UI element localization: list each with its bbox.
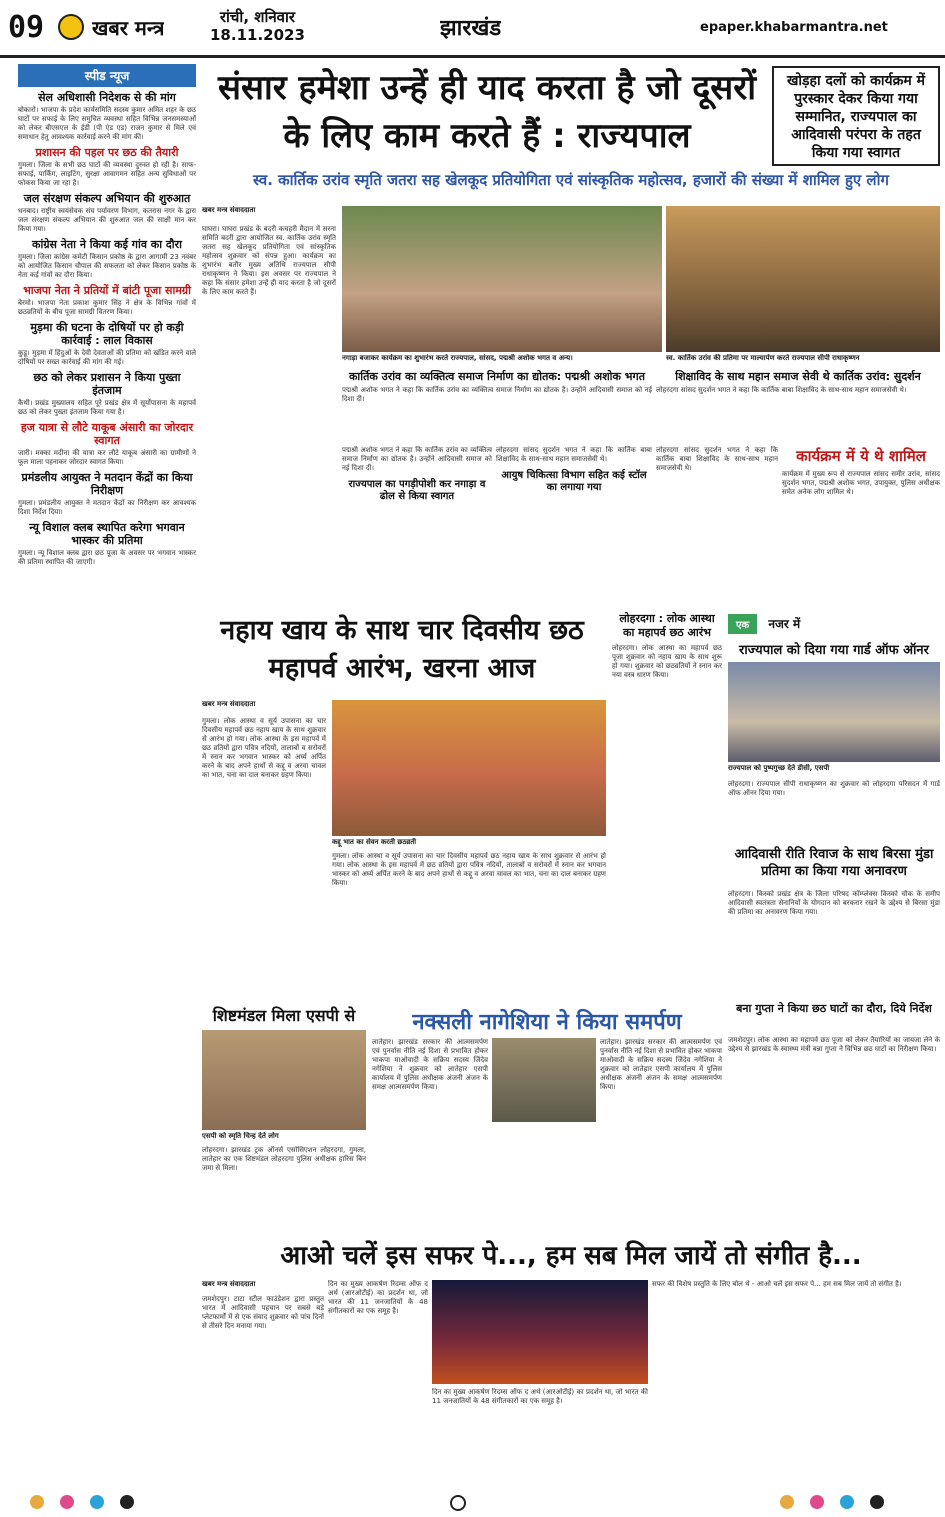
sub-story-1-body: पद्मश्री अशोक भगत ने कहा कि कार्तिक उरांव का व्यक्तित्व समाज निर्माण का द्योतक है। उन्होंने आदिवासी समाज को नई दिशा दी। (342, 386, 652, 403)
banna-gupta-body: जमशेदपुर। लोक आस्था का महापर्व छठ पूजा को लेकर तैयारियों का जायजा लेने के उद्देश्य से झारखंड के स्वास्थ्य मंत्री बन्ना गुप्ता ने विभिन्न छठ घाटों का निरीक्षण किया। (728, 1036, 940, 1053)
participants-heading: कार्यक्रम में ये थे शामिल (796, 447, 926, 465)
sangeet-dateline: खबर मन्त्र संवाददाता (202, 1280, 256, 1288)
naxal-body: लातेहार। झारखंड सरकार की आत्मसमर्पण एवं पुनर्वास नीति नई दिशा से प्रभावित होकर भाकपा माओवादी के सक्रिय सदस्य जिंदेव नगेशिया ने शुक्रवार को लातेहार एसपी कार्यालय में पुलिस अधीक्षक अंजनी अंजन के समक्ष आत्मसमर्पण किया। (372, 1038, 488, 1091)
lohardaga-chhath (612, 612, 722, 1000)
participants-box (782, 446, 940, 586)
ek-tag: एक (728, 614, 757, 634)
city-day: रांची, शनिवार (219, 8, 296, 26)
speed-news-column (18, 64, 196, 1442)
mid-col-2-heading: आयुष चिकित्सा विभाग सहित कई स्टॉल का लगाया गया (501, 470, 647, 493)
guard-body: लोहरदगा। राज्यपाल सीपी राधाकृष्णन का शुक्रवार को लोहरदगा परिसदन में गार्ड ऑफ ऑनर दिया गया। (728, 780, 940, 797)
lead-caption-2: स्व. कार्तिक उरांव की प्रतिमा पर माल्यार्पण करते राज्यपाल सीपी राधाकृष्णन (666, 354, 860, 362)
sp-body: लोहरदगा। झारखंड ट्रक ऑनर्स एसोसिएशन लोहरदगा, गुमला, लातेहार का एक शिष्टमंडल लोहरदगा पुलिस अधीक्षक हारिस बिन जमा से मिला। (202, 1146, 366, 1172)
participants-body: कार्यक्रम में मुख्य रूप से राज्यपाल सांसद समीर उरांव, सांसद सुदर्शन भगत, पद्मश्री अशोक भगत, उपायुक्त, पुलिस अधीक्षक समेत अनेक लोग शामिल थे। (782, 470, 940, 496)
chhath-body-cont: गुमला। लोक आस्था व सूर्य उपासना का चार दिवसीय महापर्व छठ नहाय खाय के साथ शुक्रवार से आरंभ हो गया। लोक आस्था के इस महापर्व में छठ व्रतियों द्वारा पवित्र नदियों, तालाबों व सरोवरों में स्नान कर भगवान भास्कर को अर्घ्य अर्पित करने के बाद अपने हाथों से कद्दू व अरवा चावल का भात, चना का दाल बनाकर ग्रहण किया। (332, 852, 606, 887)
sp-meeting-heading: शिष्टमंडल मिला एसपी से (212, 1006, 356, 1025)
speed-news-heading: न्यू विशाल क्लब स्थापित करेगा भगवान भास्कर की प्रतिमा (29, 521, 185, 547)
lead-caption-1: नगाड़ा बजाकर कार्यक्रम का शुभारंभ करते राज्यपाल, सांसद, पद्मश्री अशोक भगत व अन्य। (342, 354, 573, 362)
crosshair-icon (450, 1495, 466, 1511)
lead-photo-1 (342, 206, 662, 352)
brand-name: खबर मन्त्र (92, 16, 165, 40)
epaper-url[interactable]: epaper.khabarmantra.net (700, 20, 888, 35)
speed-news-body: बेरमो। भाजपा नेता प्रकाश कुमार सिंह ने क्षेत्र के विभिन्न गांवों में छठव्रतियों के बीच पूजा सामग्री वितरण किया। (18, 299, 196, 316)
banna-gupta-heading: बना गुप्ता ने किया छठ घाटों का दौरा, दिये निर्देश (736, 1002, 932, 1015)
sub-story-2-heading: शिक्षाविद के साथ महान समाज सेवी थे कार्तिक उरांव: सुदर्शन (675, 370, 921, 383)
reg-dot-icon (30, 1495, 44, 1509)
guard-photo (728, 662, 940, 762)
birsa-body: लोहरदगा। किस्को प्रखंड क्षेत्र के जिला परिषद कॉम्प्लेक्स किस्को चौक के समीप आदिवासी स्वतंत्रता सेनानियों के योगदान को बरकरार रखने के उद्देश्य से बिरसा मुंडा की प्रतिमा का अनावरण किया गया। (728, 890, 940, 916)
sub-story-2 (656, 370, 940, 442)
brand-logo-icon (58, 14, 84, 40)
sangeet-body-4: सफर की विशेष प्रस्तुति के लिए बोल थे - आओ चलें इस सफर पे... हम सब मिल जायें तो संगीत है। (652, 1280, 902, 1288)
sangeet-col-1 (202, 1280, 324, 1470)
speed-news-body: कैथी। प्रखंड मुख्यालय सहित पूरे प्रखंड क्षेत्र में सूर्योपासना के महापर्व छठ को लेकर पुख्ता इंतजाम किया गया है। (18, 399, 196, 416)
section-name: झारखंड (440, 16, 502, 41)
sp-caption: एसपी को स्मृति चिन्ह देते लोग (202, 1132, 279, 1140)
reg-dot-icon (90, 1495, 104, 1509)
speed-news-tag: स्पीड न्यूज (18, 64, 196, 87)
issue-date: 18.11.2023 (210, 26, 305, 44)
speed-news-body: बोकारो। भाजपा के प्रदेश कार्यसमिति सदस्य कुमार अमित शहर के छठ घाटों पर सफाई के लिए समुचित व्यवस्था सहित विभिन्न जनसमस्याओं को लेकर बीएसएल के ईडी (पी एंड एड) राजन कुमार से मिले एवं समाधान हेतु आवश्यक कार्रवाई करने की मांग की। (18, 106, 196, 141)
speed-news-heading: छठ को लेकर प्रशासन ने किया पुख्ता इंतजाम (33, 371, 181, 397)
mid-col-3 (656, 446, 778, 586)
lohardaga-body: लोहरदगा। लोक आस्था का महापर्व छठ पूजा शुक्रवार को नहाय खाय के साथ शुरू हो गया। शुक्रवार को छठव्रतियों ने स्नान कर नया वस्त्र धारण किया। (612, 644, 722, 679)
lohardaga-heading: लोहरदगा : लोक आस्था का महापर्व छठ आरंभ (619, 612, 715, 639)
mid-col-1-heading: राज्यपाल का पगड़ीपोशी कर नगाड़ा व ढोल से किया स्वागत (348, 479, 486, 502)
sub-story-2-body: लोहरदगा सांसद सुदर्शन भगत ने कहा कि कार्तिक बाबा शिक्षाविद के साथ-साथ महान समाजसेवी थे। (656, 386, 907, 394)
lead-body-column (202, 206, 336, 586)
mid-col-2 (496, 446, 652, 586)
guard-caption: राज्यपाल को पुष्पगुच्छ देते डीसी, एसपी (728, 764, 830, 772)
ek-nazar-bar (728, 612, 940, 636)
reg-dot-icon (810, 1495, 824, 1509)
chhath-photo (332, 700, 606, 836)
speed-news-heading: कांग्रेस नेता ने किया कई गांव का दौरा (32, 238, 182, 251)
speed-news-body: धनबाद। राष्ट्रीय स्वयंसेवक संघ पर्यावरण विभाग, कतरास नगर के द्वारा जल संरक्षण संकल्प अभियान की शुरुआत जल की साक्षी मान कर किया गया। (18, 207, 196, 233)
mid-col-3-body: लोहरदगा सांसद सुदर्शन भगत ने कहा कि कार्तिक बाबा शिक्षाविद के साथ-साथ महान समाजसेवी थे। (656, 446, 778, 472)
lead-subtitle: स्व. कार्तिक उरांव स्मृति जतरा सह खेलकूद प्रतियोगिता एवं सांस्कृतिक महोत्सव, हजारों की संख्या में शामिल हुए लोग (253, 171, 889, 189)
naxal-headline: नक्सली नागेशिया ने किया समर्पण (412, 1010, 682, 1032)
sangeet-headline: आओ चलें इस सफर पे..., हम सब मिल जायें तो संगीत है... (280, 1241, 862, 1271)
mid-col-2-body: लोहरदगा सांसद सुदर्शन भगत ने कहा कि कार्तिक बाबा शिक्षाविद के साथ-साथ महान समाजसेवी थे। (496, 446, 652, 463)
chhath-dateline: खबर मन्त्र संवाददाता (202, 700, 256, 708)
sub-story-1-heading: कार्तिक उरांव का व्यक्तित्व समाज निर्माण का द्योतक: पद्मश्री अशोक भगत (348, 370, 645, 383)
sangeet-body-1: जमशेदपुर। टाटा स्टील फाउंडेशन द्वारा प्रस्तुत भारत में आदिवासी पहचान पर सबसे बड़े प्लेटफार्मों में से एक संवाद शुक्रवार को पांच दिनों से तीसरे दिन मनाया गया। (202, 1295, 324, 1330)
guard-of-honour-heading: राज्यपाल को दिया गया गार्ड ऑफ ऑनर (739, 643, 929, 658)
speed-news-heading: सेल अधिशासी निदेशक से की मांग (38, 91, 176, 104)
reg-dot-icon (870, 1495, 884, 1509)
speed-news-heading: जल संरक्षण संकल्प अभियान की शुरुआत (23, 192, 191, 205)
sangeet-photo (432, 1280, 648, 1384)
dateline-block (210, 8, 305, 44)
reg-dot-icon (840, 1495, 854, 1509)
reg-dot-icon (60, 1495, 74, 1509)
reg-dot-icon (120, 1495, 134, 1509)
sangeet-body-2: दिन का मुख्य आकर्षण रिदम्स ऑफ द अर्थ (आरओटीई) का प्रदर्शन था, जो भारत की 11 जनजातियों के 48 संगीतकारों का एक समूह है। (328, 1280, 428, 1315)
speed-news-heading: मुड़मा की घटना के दोषियों पर हो कड़ी कार्रवाई : लाल विकास (30, 321, 184, 347)
mid-col-1-body: पद्मश्री अशोक भगत ने कहा कि कार्तिक उरांव का व्यक्तित्व समाज निर्माण का द्योतक है। उन्होंने आदिवासी समाज को नई दिशा दी। (342, 446, 492, 472)
lead-dateline: खबर मन्त्र संवाददाता (202, 206, 256, 214)
mid-col-1 (342, 446, 492, 586)
chhath-body-column (202, 700, 326, 1000)
speed-news-heading: प्रशासन की पहल पर छठ की तैयारी (35, 146, 179, 159)
naxal-body-cont: लातेहार। झारखंड सरकार की आत्मसमर्पण एवं पुनर्वास नीति नई दिशा से प्रभावित होकर भाकपा माओवादी के सक्रिय सदस्य जिंदेव नगेशिया ने शुक्रवार को लातेहार एसपी कार्यालय में पुलिस अधीक्षक अंजनी अंजन के समक्ष आत्मसमर्पण किया। (600, 1038, 722, 1091)
sp-photo (202, 1030, 366, 1130)
speed-news-body: गुमला। जिला के सभी छठ घाटों की व्यवस्था दुरुस्त हो रही है। साफ-सफाई, पार्किंग, लाइटिंग, सुरक्षा आवागमन सहित अन्य सुविधाओं पर फोकस किया जा रहा है। (18, 161, 196, 187)
speed-news-heading: प्रमंडलीय आयुक्त ने मतदान केंद्रों का किया निरीक्षण (21, 471, 193, 497)
naxal-photo (492, 1038, 596, 1122)
birsa-heading: आदिवासी रीति रिवाज के साथ बिरसा मुंडा प्रतिमा का किया गया अनावरण (734, 847, 934, 879)
speed-news-body: गुमला। प्रमंडलीय आयुक्त ने मतदान केंद्रों का निरीक्षण कर आवश्यक दिशा निर्देश दिया। (18, 499, 196, 516)
speed-news-body: कुडू। मुड़मा में हिंदुओं के देवी देवताओं की प्रतिमा को खंडित करने वाले दोषियों पर सख्त कार्रवाई की मांग की गई। (18, 349, 196, 366)
speed-news-body: जारी। मक्का मदीना की यात्रा कर लौटे याकूब अंसारी का ग्रामीणों ने फूल माला पहनाकर जोरदार स्वागत किया। (18, 449, 196, 466)
sangeet-body-3: दिन का मुख्य आकर्षण रिदम्स ऑफ द अर्थ (आरओटीई) का प्रदर्शन था, जो भारत की 11 जनजातियों के 48 संगीतकारों का एक समूह है। (432, 1388, 648, 1405)
speed-news-body: गुमला। न्यू विशाल क्लब द्वारा छठ पूजा के अवसर पर भगवान भास्कर की प्रतिमा स्थापित की जाएगी। (18, 549, 196, 566)
chhath-caption: कद्दू भात का सेवन करती छठव्रती (332, 838, 417, 846)
sub-story-1 (342, 370, 652, 442)
page-number: 09 (8, 10, 45, 45)
lead-side-box: खोड़हा दलों को कार्यक्रम में पुरस्कार देकर किया गया सम्मानित, राज्यपाल का आदिवासी परंपरा के तहत किया गया स्वागत (772, 66, 940, 166)
lead-photo-2 (666, 206, 940, 352)
print-registration-dots (0, 1490, 945, 1514)
chhath-body: गुमला। लोक आस्था व सूर्य उपासना का चार दिवसीय महापर्व छठ नहाय खाय के साथ शुक्रवार से आरंभ हो गया। लोक आस्था के इस महापर्व में छठ व्रतियों द्वारा पवित्र नदियों, तालाबों व सरोवरों में स्नान कर भगवान भास्कर को अर्घ्य अर्पित करने के बाद अपने हाथों से कद्दू व अरवा चावल का भात, चना का दाल बनाकर ग्रहण किया। (202, 717, 326, 779)
lead-headline: संसार हमेशा उन्हें ही याद करता है जो दूसरों के लिए काम करते हैं : राज्यपाल (217, 68, 757, 156)
chhath-headline: नहाय खाय के साथ चार दिवसीय छठ महापर्व आरंभ, खरना आज (220, 615, 584, 684)
speed-news-heading: भाजपा नेता ने प्रतियों में बांटी पूजा सामग्री (23, 284, 191, 297)
page-header (0, 0, 945, 58)
lead-body: घाघरा। घाघरा प्रखंड के बदरी कचहरी मैदान में सरना समिति बदरी द्वारा आयोजित स्व. कार्तिक उरांव स्मृति जतरा सह खेलकूद प्रतियोगिता एवं सांस्कृतिक महोत्सव शुक्रवार को संपन्न हुआ। कार्यक्रम का शुभारंभ बतौर मुख्य अतिथि राज्यपाल सीपी राधाकृष्णन ने किया। इस अवसर पर राज्यपाल ने कहा कि संसार हमेशा उन्हें ही याद करता है जो दूसरों के लिए काम करते हैं। (202, 225, 336, 296)
speed-news-heading: हज यात्रा से लौटे याकूब अंसारी का जोरदार स्वागत (20, 421, 194, 447)
nazar-tag: नजर में (768, 617, 801, 631)
reg-dot-icon (780, 1495, 794, 1509)
speed-news-body: गुमला। जिला कांग्रेस कमेटी किसान प्रकोष्ठ के द्वारा आगामी 23 नवंबर को आयोजित किसान चौपाल की सफलता को लेकर किसान प्रकोष्ठ के नेता कई गांवों का दौरा किया। (18, 253, 196, 279)
